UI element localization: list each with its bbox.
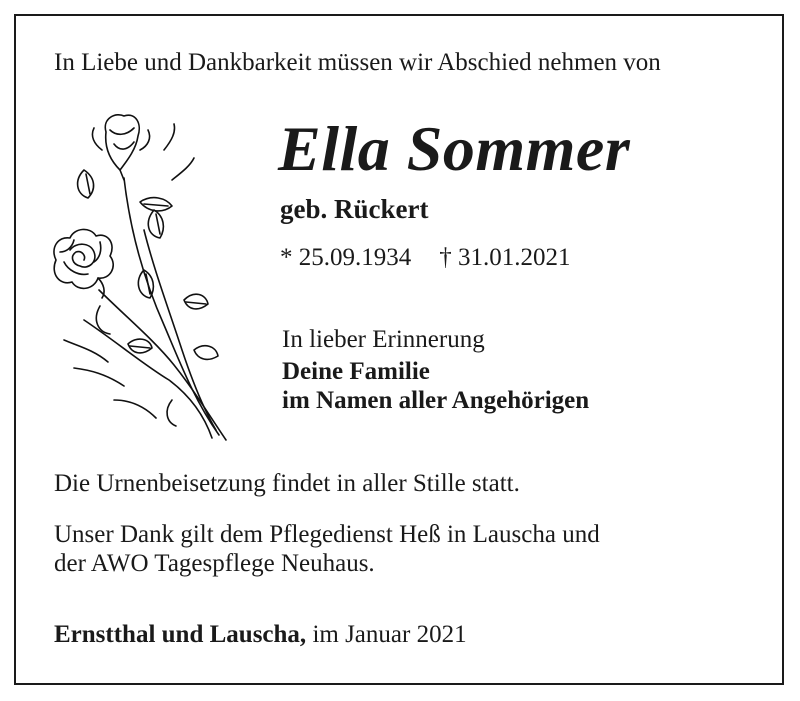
family-signature: [282, 357, 589, 415]
place-and-date: [54, 620, 467, 649]
birth-name: geb. Rückert: [280, 194, 429, 224]
thanks-line-2: der AWO Tagespflege Neuhaus.: [54, 550, 375, 577]
deceased-name: Ella Sommer: [278, 113, 631, 184]
relatives-line: im Namen aller Angehörigen: [282, 387, 590, 414]
remembrance-line: In lieber Erinnerung: [282, 326, 485, 353]
rose-drawing-icon: [44, 110, 239, 445]
place: Ernstthal und Lauscha,: [54, 621, 307, 648]
birth-date: * 25.09.1934: [280, 244, 412, 271]
family-line: Deine Familie: [282, 358, 430, 385]
life-dates: [280, 243, 571, 273]
burial-notice: Die Urnenbeisetzung findet in aller Stille statt.: [54, 470, 520, 497]
intro-text: In Liebe und Dankbarkeit müssen wir Abschied nehmen von: [54, 49, 661, 76]
date: im Januar 2021: [312, 621, 467, 648]
thanks-line-1: Unser Dank gilt dem Pflegedienst Heß in Lauscha und: [54, 521, 600, 548]
death-date: † 31.01.2021: [439, 244, 571, 271]
